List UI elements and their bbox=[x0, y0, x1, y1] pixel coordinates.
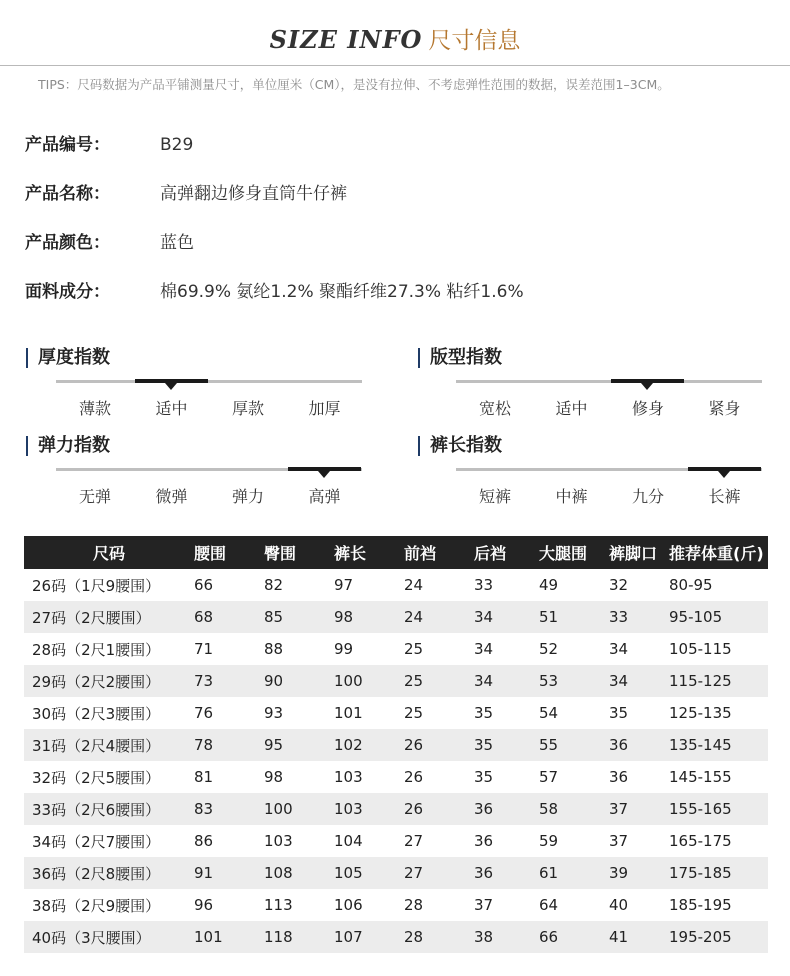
table-cell: 55 bbox=[539, 729, 609, 761]
index-option: 弹力 bbox=[231, 487, 264, 506]
product-name-value: 高弹翻边修身直筒牛仔裤 bbox=[160, 184, 347, 204]
index-pointer-icon bbox=[165, 383, 177, 390]
header-cell: 前裆 bbox=[404, 536, 474, 569]
table-cell: 36 bbox=[474, 793, 539, 825]
table-cell: 81 bbox=[194, 768, 214, 786]
table-cell: 30码（2尺3腰围） bbox=[32, 704, 161, 723]
table-cell: 34 bbox=[474, 640, 494, 658]
table-cell: 32 bbox=[609, 576, 629, 594]
table-cell: 36 bbox=[609, 768, 629, 786]
product-fabric-label: 面料成分： bbox=[25, 282, 110, 302]
table-cell: 24 bbox=[404, 576, 424, 594]
table-cell: 25 bbox=[404, 704, 424, 722]
table-cell: 101 bbox=[194, 921, 264, 953]
index-title: 弹力指数 bbox=[26, 436, 110, 456]
index-option: 宽松 bbox=[478, 399, 511, 418]
index-elasticity bbox=[26, 436, 366, 516]
table-cell: 105-115 bbox=[669, 640, 732, 658]
table-cell: 113 bbox=[264, 896, 293, 914]
table-cell: 29码（2尺2腰围） bbox=[24, 665, 194, 697]
table-cell: 97 bbox=[334, 576, 354, 594]
table-cell: 68 bbox=[194, 601, 264, 633]
table-cell: 61 bbox=[539, 857, 609, 889]
table-cell: 118 bbox=[264, 921, 334, 953]
index-title: 裤长指数 bbox=[418, 436, 502, 456]
table-cell: 90 bbox=[264, 665, 334, 697]
table-cell: 104 bbox=[334, 832, 363, 850]
table-row bbox=[24, 633, 768, 665]
table-row bbox=[24, 665, 768, 697]
table-cell: 35 bbox=[474, 729, 539, 761]
table-cell: 34 bbox=[474, 601, 539, 633]
table-cell: 40码（3尺腰围） bbox=[24, 921, 194, 953]
header-divider bbox=[0, 65, 790, 66]
table-cell: 98 bbox=[334, 601, 404, 633]
table-cell: 93 bbox=[264, 704, 284, 722]
table-cell: 41 bbox=[609, 921, 669, 953]
table-cell: 24 bbox=[404, 601, 474, 633]
table-cell: 34 bbox=[609, 665, 669, 697]
table-cell: 175-185 bbox=[669, 857, 768, 889]
table-cell: 53 bbox=[539, 665, 609, 697]
product-code-value: B29 bbox=[160, 135, 194, 155]
table-cell: 27 bbox=[404, 857, 474, 889]
table-cell: 39 bbox=[609, 857, 669, 889]
table-cell: 28 bbox=[404, 896, 424, 914]
size-table-header bbox=[24, 536, 768, 569]
table-row bbox=[24, 601, 768, 633]
table-cell: 36 bbox=[474, 857, 539, 889]
table-cell: 85 bbox=[264, 601, 334, 633]
table-cell: 59 bbox=[539, 832, 559, 850]
header-cell: 臀围 bbox=[264, 536, 334, 569]
index-option: 九分 bbox=[631, 487, 664, 506]
product-color-label: 产品颜色： bbox=[25, 233, 110, 253]
table-cell: 103 bbox=[334, 768, 363, 786]
index-option: 紧身 bbox=[708, 399, 741, 418]
table-cell: 88 bbox=[264, 640, 284, 658]
table-cell: 33 bbox=[609, 601, 669, 633]
table-cell: 86 bbox=[194, 832, 214, 850]
index-option: 修身 bbox=[631, 399, 664, 418]
product-code-label: 产品编号： bbox=[25, 135, 110, 155]
table-cell: 100 bbox=[264, 793, 334, 825]
table-cell: 25 bbox=[404, 665, 474, 697]
table-cell: 27码（2尺腰围） bbox=[24, 601, 194, 633]
table-row bbox=[24, 889, 768, 921]
table-cell: 83 bbox=[194, 793, 264, 825]
table-cell: 36码（2尺8腰围） bbox=[24, 857, 194, 889]
table-cell: 32码（2尺5腰围） bbox=[32, 768, 161, 787]
table-cell: 38 bbox=[474, 921, 539, 953]
header-cell: 后裆 bbox=[474, 536, 539, 569]
table-cell: 36 bbox=[609, 729, 669, 761]
table-cell: 34码（2尺7腰围） bbox=[32, 832, 161, 851]
table-cell: 99 bbox=[334, 640, 354, 658]
table-cell: 37 bbox=[474, 896, 494, 914]
table-cell: 25 bbox=[404, 640, 424, 658]
table-cell: 34 bbox=[474, 665, 539, 697]
table-cell: 82 bbox=[264, 576, 284, 594]
table-cell: 115-125 bbox=[669, 665, 768, 697]
table-cell: 165-175 bbox=[669, 832, 732, 850]
table-row bbox=[24, 729, 768, 761]
index-pointer-icon bbox=[641, 383, 653, 390]
table-cell: 27 bbox=[404, 832, 424, 850]
table-cell: 54 bbox=[539, 704, 559, 722]
index-scale-bar bbox=[56, 380, 362, 383]
table-cell: 35 bbox=[474, 704, 494, 722]
table-cell: 40 bbox=[609, 896, 629, 914]
table-cell: 80-95 bbox=[669, 576, 713, 594]
table-cell: 34 bbox=[609, 640, 629, 658]
size-table bbox=[24, 536, 768, 953]
table-cell: 78 bbox=[194, 729, 264, 761]
table-cell: 102 bbox=[334, 729, 404, 761]
index-option: 中裤 bbox=[555, 487, 588, 506]
table-cell: 37 bbox=[609, 793, 669, 825]
table-cell: 76 bbox=[194, 704, 214, 722]
table-cell: 100 bbox=[334, 665, 404, 697]
index-title: 厚度指数 bbox=[26, 348, 110, 368]
table-cell: 103 bbox=[264, 832, 293, 850]
index-option: 加厚 bbox=[308, 399, 341, 418]
index-option: 薄款 bbox=[78, 399, 111, 418]
index-length bbox=[418, 436, 758, 516]
table-cell: 135-145 bbox=[669, 729, 768, 761]
header-title-cn: 尺寸信息 bbox=[428, 28, 521, 54]
table-cell: 71 bbox=[194, 640, 214, 658]
header-cell: 腰围 bbox=[194, 536, 264, 569]
index-option: 适中 bbox=[155, 399, 188, 418]
table-row bbox=[24, 697, 768, 729]
table-cell: 64 bbox=[539, 896, 559, 914]
header-cell: 尺码 bbox=[24, 536, 194, 569]
table-cell: 36 bbox=[474, 832, 494, 850]
table-cell: 31码（2尺4腰围） bbox=[24, 729, 194, 761]
table-cell: 58 bbox=[539, 793, 609, 825]
table-row bbox=[24, 921, 768, 953]
header-cell: 裤脚口 bbox=[609, 536, 669, 569]
index-option: 无弹 bbox=[78, 487, 111, 506]
table-row bbox=[24, 825, 768, 857]
table-cell: 125-135 bbox=[669, 704, 732, 722]
table-cell: 91 bbox=[194, 857, 264, 889]
index-scale-bar bbox=[56, 468, 362, 471]
index-fit bbox=[418, 348, 758, 428]
index-option: 微弹 bbox=[155, 487, 188, 506]
table-cell: 26 bbox=[404, 793, 474, 825]
table-cell: 155-165 bbox=[669, 793, 768, 825]
index-title: 版型指数 bbox=[418, 348, 502, 368]
index-option: 长裤 bbox=[708, 487, 741, 506]
product-color-value: 蓝色 bbox=[160, 233, 194, 253]
page-header bbox=[0, 22, 790, 55]
table-cell: 28码（2尺1腰围） bbox=[32, 640, 161, 659]
table-cell: 98 bbox=[264, 768, 284, 786]
index-scale-bar bbox=[456, 380, 762, 383]
index-pointer-icon bbox=[718, 471, 730, 478]
table-cell: 105 bbox=[334, 857, 404, 889]
table-cell: 145-155 bbox=[669, 768, 732, 786]
table-row bbox=[24, 857, 768, 889]
table-row bbox=[24, 793, 768, 825]
table-cell: 195-205 bbox=[669, 921, 768, 953]
table-cell: 35 bbox=[609, 704, 629, 722]
index-option: 短裤 bbox=[478, 487, 511, 506]
table-row bbox=[24, 569, 768, 601]
table-cell: 96 bbox=[194, 896, 214, 914]
tips-note: TIPS：尺码数据为产品平铺测量尺寸，单位厘米（CM），是没有拉伸、不考虑弹性范围的数据，误差范围1–3CM。 bbox=[38, 77, 670, 92]
table-cell: 57 bbox=[539, 768, 559, 786]
table-cell: 26 bbox=[404, 768, 424, 786]
table-cell: 73 bbox=[194, 665, 264, 697]
header-title-en: SIZE INFO bbox=[269, 25, 423, 54]
table-cell: 95-105 bbox=[669, 601, 768, 633]
table-cell: 26码（1尺9腰围） bbox=[32, 576, 161, 595]
product-name-label: 产品名称： bbox=[25, 184, 110, 204]
table-cell: 101 bbox=[334, 704, 363, 722]
header-cell: 裤长 bbox=[334, 536, 404, 569]
table-cell: 26 bbox=[404, 729, 474, 761]
table-cell: 108 bbox=[264, 857, 334, 889]
table-cell: 38码（2尺9腰围） bbox=[32, 896, 161, 915]
table-cell: 33 bbox=[474, 576, 494, 594]
table-cell: 51 bbox=[539, 601, 609, 633]
table-cell: 103 bbox=[334, 793, 404, 825]
product-fabric-value: 棉69.9% 氨纶1.2% 聚酯纤维27.3% 粘纤1.6% bbox=[160, 282, 524, 302]
index-option: 适中 bbox=[555, 399, 588, 418]
index-option: 厚款 bbox=[231, 399, 264, 418]
table-cell: 33码（2尺6腰围） bbox=[24, 793, 194, 825]
table-cell: 106 bbox=[334, 896, 363, 914]
index-thickness bbox=[26, 348, 366, 428]
table-cell: 28 bbox=[404, 921, 474, 953]
index-pointer-icon bbox=[318, 471, 330, 478]
table-cell: 49 bbox=[539, 576, 559, 594]
table-cell: 37 bbox=[609, 832, 629, 850]
table-cell: 95 bbox=[264, 729, 334, 761]
table-cell: 66 bbox=[539, 921, 609, 953]
table-cell: 107 bbox=[334, 921, 404, 953]
table-cell: 52 bbox=[539, 640, 559, 658]
table-cell: 35 bbox=[474, 768, 494, 786]
index-option: 高弹 bbox=[308, 487, 341, 506]
header-cell: 推荐体重(斤) bbox=[669, 536, 768, 569]
index-scale-bar bbox=[456, 468, 762, 471]
header-cell: 大腿围 bbox=[539, 536, 609, 569]
table-row bbox=[24, 761, 768, 793]
table-cell: 185-195 bbox=[669, 896, 732, 914]
table-cell: 66 bbox=[194, 576, 214, 594]
